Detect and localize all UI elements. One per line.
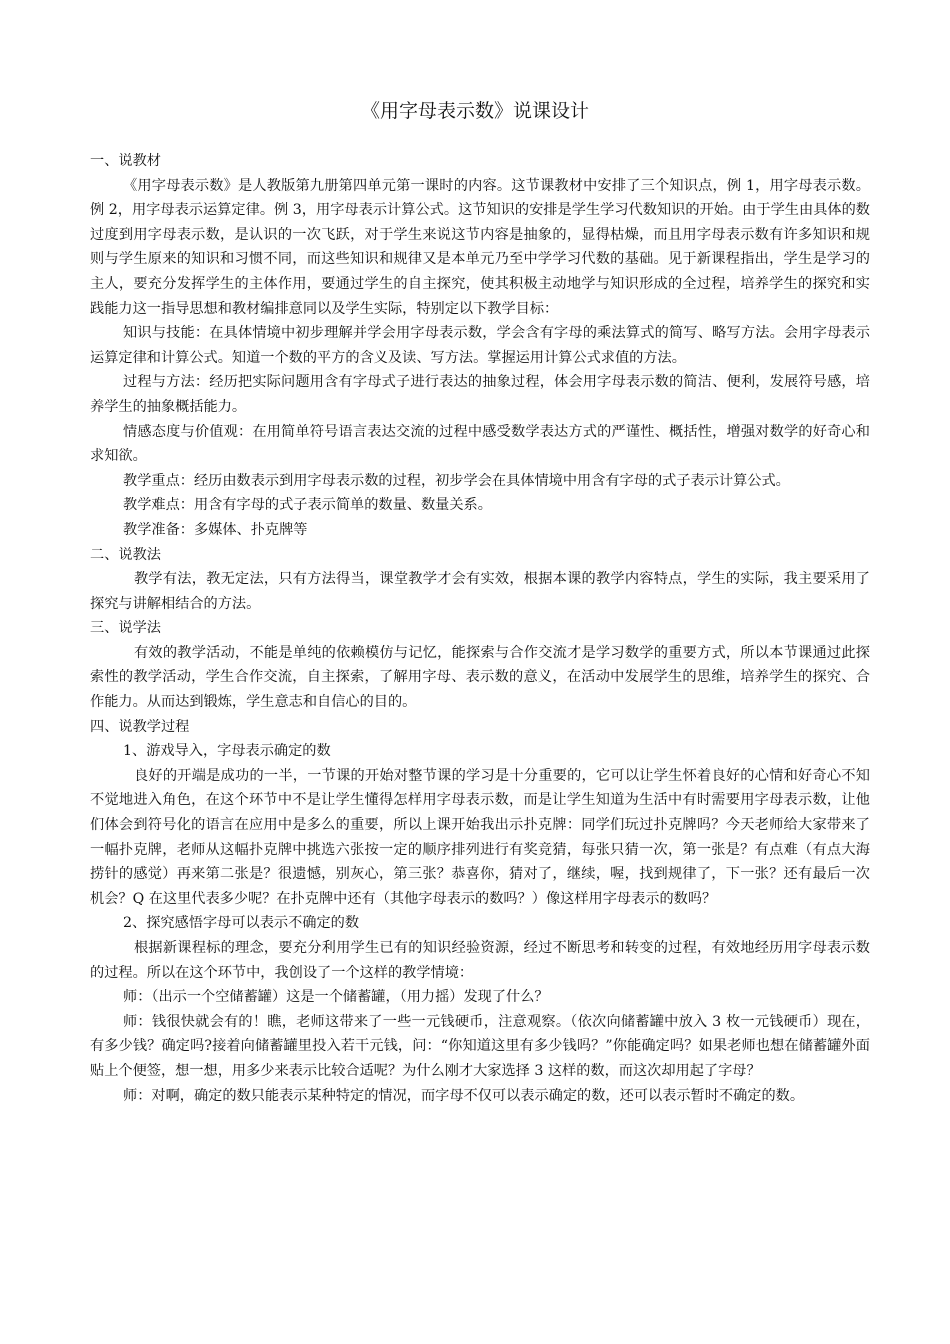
paragraph: 师：对啊，确定的数只能表示某种特定的情况，而字母不仅可以表示确定的数，还可以表示暂时不确定的数。	[123, 1087, 805, 1104]
paragraph: 教学准备：多媒体、扑克牌等	[123, 521, 308, 538]
paragraph: 师：钱很快就会有的！瞧，老师这带来了一些一元钱硬币，注意观察。（依次向储蓄罐中放入 3 枚一元钱硬币）现在，有多少钱？确定吗?接着向储蓄罐里投入若干元钱，问：“你知道这里有多少钱吗？”你能确定吗？如果老师也想在储蓄罐外面贴上个便签，想一想，用多少来表示比较合适呢？为什么刚才大家选择 3 这样的数，而这次却用起了字母？	[90, 1013, 870, 1079]
paragraph: 知识与技能：在具体情境中初步理解并学会用字母表示数，学会含有字母的乘法算式的简写、略写方法。会用字母表示运算定律和计算公式。知道一个数的平方的含义及读、写方法。掌握运用计算公式求值的方法。	[90, 325, 870, 366]
paragraph: 《用字母表示数》是人教版第九册第四单元第一课时的内容。这节课教材中安排了三个知识点，例 1，用字母表示数。例 2，用字母表示运算定律。例 3，用字母表示计算公式。这节知识的安排是学生学习代数知识的开始。由于学生由具体的数过度到用字母表示数，是认识的一次飞跃，对于学生来说这节内容是抽象的，显得枯燥，而且用字母表示数有许多知识和规则与学生原来的知识和习惯不同，而这些知识和规律又是本单元乃至中学学习代数的基础。见于新课程指出，学生是学习的主人，要充分发挥学生的主体作用，要通过学生的自主探究，使其积极主动地学与知识形成的全过程，培养学生的探究和实践能力这一指导思想和教材编排意同以及学生实际，特别定以下教学目标：	[90, 177, 870, 317]
paragraph: 有效的教学活动，不能是单纯的依赖模仿与记忆，能探索与合作交流才是学习数学的重要方式，所以本节课通过此探索性的教学活动，学生合作交流，自主探索，了解用字母、表示数的意义，在活动中发展学生的思维，培养学生的探究、合作能力。从而达到锻炼，学生意志和自信心的目的。	[90, 644, 870, 711]
paragraph: 教学难点：用含有字母的式子表示简单的数量、数量关系。	[123, 497, 492, 514]
paragraph: 情感态度与价值观：在用简单符号语言表达交流的过程中感受数学表达方式的严谨性、概括性，增强对数学的好奇心和求知欲。	[90, 423, 870, 465]
section-heading: 一、说教材	[90, 153, 161, 169]
document-title: 《用字母表示数》说课设计	[360, 100, 589, 122]
paragraph: 根据新课程标的理念，要充分利用学生已有的知识经验资源，经过不断思考和转变的过程，有效地经历用字母表示数的过程。所以在这个环节中，我创设了一个这样的教学情境：	[90, 940, 870, 981]
paragraph: 1、游戏导入，字母表示确定的数	[123, 743, 331, 760]
paragraph: 师：（出示一个空储蓄罐）这是一个储蓄罐，（用力摇）发现了什么？	[123, 989, 549, 1006]
paragraph: 良好的开端是成功的一半，一节课的开始对整节课的学习是十分重要的，它可以让学生怀着良好的心情和好奇心不知不觉地进入角色，在这个环节中不是让学生懂得怎样用字母表示数，而是让学生知道为生活中有时需要用字母表示数，让他们体会到符号化的语言在应用中是多么的重要，所以上课开始我出示扑克牌：同学们玩过扑克牌吗？今天老师给大家带来了一幅扑克牌，老师从这幅扑克牌中挑选六张按一定的顺序排列进行有奖竞猜，每张只猜一次，第一张是？有点难（有点大海捞针的感觉）再来第二张是？很遗憾，别灰心，第三张？恭喜你，猜对了，继续，喔，找到规律了，下一张？还有最后一次机会？Q 在这里代表多少呢？在扑克牌中还有（其他字母表示的数吗？）像这样用字母表示的数吗？	[90, 767, 870, 907]
paragraph: 过程与方法：经历把实际问题用含有字母式子进行表达的抽象过程，体会用字母表示数的简洁、便利，发展符号感，培养学生的抽象概括能力。	[90, 374, 870, 415]
document-body	[90, 149, 870, 1108]
section-heading: 四、说教学过程	[90, 718, 190, 735]
paragraph: 教学重点：经历由数表示到用字母表示数的过程，初步学会在具体情境中用含有字母的式子表示计算公式。	[123, 472, 790, 489]
paragraph: 教学有法，教无定法，只有方法得当，课堂教学才会有实效，根据本课的教学内容特点，学生的实际，我主要采用了探究与讲解相结合的方法。	[90, 571, 870, 612]
paragraph: 2、探究感悟字母可以表示不确定的数	[123, 915, 360, 932]
section-heading: 三、说学法	[90, 620, 161, 637]
section-heading: 二、说教法	[90, 546, 161, 563]
